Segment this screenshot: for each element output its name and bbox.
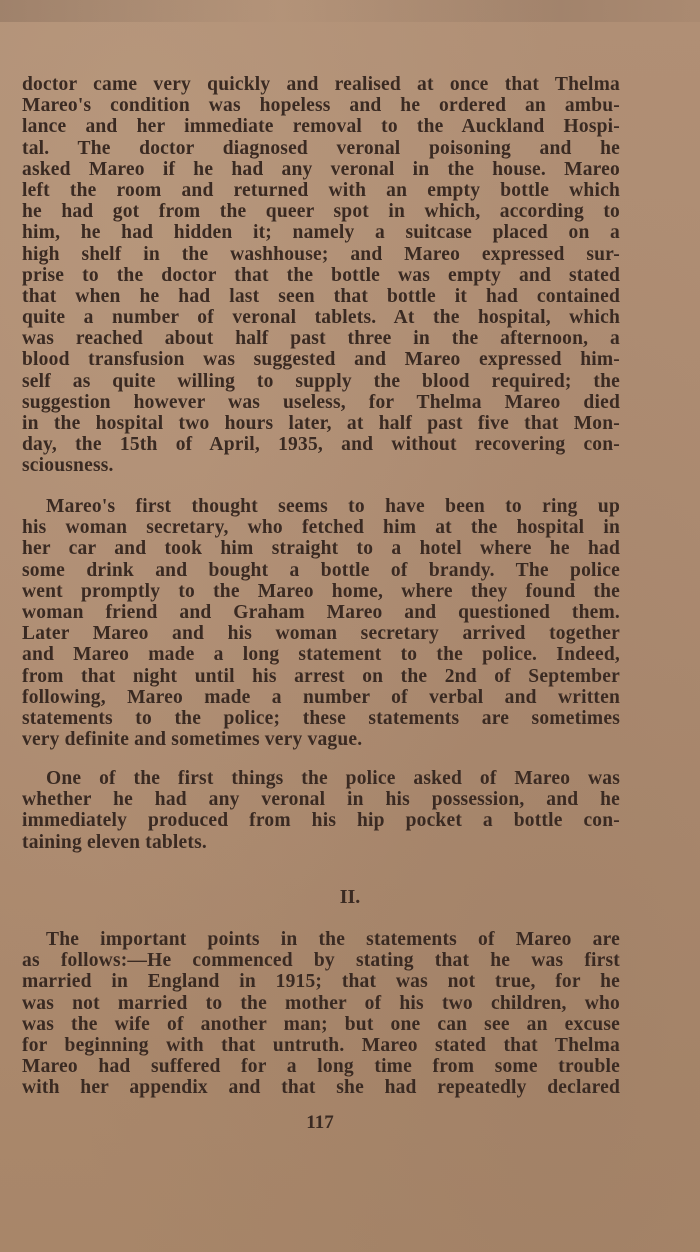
text-line: left the room and returned with an empty bottle which — [22, 179, 620, 201]
text-line: lance and her immediate removal to the Auckland Hospi- — [22, 116, 620, 138]
text-line: The important points in the statements of Mareo are — [46, 929, 620, 950]
text-line: Mareo's condition was hopeless and he ordered an ambu- — [22, 95, 620, 117]
paragraph-3 — [22, 768, 620, 853]
text-line: blood transfusion was suggested and Mareo expressed him- — [22, 349, 620, 371]
text-line: his woman secretary, who fetched him at the hospital in — [22, 517, 620, 539]
text-line: prise to the doctor that the bottle was empty and stated — [22, 264, 620, 286]
text-line: he had got from the queer spot in which, according to — [22, 201, 620, 223]
text-line: was not married to the mother of his two children, who — [22, 992, 620, 1014]
section-heading: II. — [339, 886, 361, 908]
text-line: day, the 15th of April, 1935, and without recovering con- — [22, 434, 620, 456]
text-line: for beginning with that untruth. Mareo stated that Thelma — [22, 1034, 620, 1056]
text-line: following, Mareo made a number of verbal and written — [22, 686, 620, 708]
text-line: very definite and sometimes very vague. — [22, 729, 363, 751]
text-line: was reached about half past three in the afternoon, a — [22, 328, 620, 350]
text-line: whether he had any veronal in his possession, and he — [22, 789, 620, 811]
text-line: went promptly to the Mareo home, where they found the — [22, 580, 620, 602]
paragraph-1 — [22, 74, 620, 477]
text-line: that when he had last seen that bottle it had contained — [22, 285, 620, 307]
text-line: some drink and bought a bottle of brandy. The police — [22, 559, 620, 581]
text-line: statements to the police; these statements are sometimes — [22, 707, 620, 729]
text-line: quite a number of veronal tablets. At the hospital, which — [22, 307, 620, 329]
text-line: high shelf in the washhouse; and Mareo expressed sur- — [22, 243, 620, 265]
text-line: immediately produced from his hip pocket a bottle con- — [22, 810, 620, 832]
text-line: Later Mareo and his woman secretary arrived together — [22, 623, 620, 645]
text-line: tal. The doctor diagnosed veronal poisoning and he — [22, 137, 620, 159]
text-line: Mareo's first thought seems to have been to ring up — [46, 496, 620, 517]
text-line: and Mareo made a long statement to the police. Indeed, — [22, 644, 620, 666]
text-line: was the wife of another man; but one can see an excuse — [22, 1013, 620, 1035]
text-line: taining eleven tablets. — [22, 831, 207, 853]
text-line: Mareo had suffered for a long time from some trouble — [22, 1056, 620, 1078]
text-line: One of the first things the police asked of Mareo was — [46, 768, 620, 789]
page-number: 117 — [306, 1112, 334, 1133]
text-line: self as quite willing to supply the blood required; the — [22, 370, 620, 392]
page-top-stain — [0, 0, 700, 22]
text-line: doctor came very quickly and realised at once that Thelma — [22, 74, 620, 95]
text-line: asked Mareo if he had any veronal in the house. Mareo — [22, 158, 620, 180]
text-line: her car and took him straight to a hotel where he had — [22, 538, 620, 560]
paragraph-2 — [22, 496, 620, 750]
text-line: as follows:—He commenced by stating that he was first — [22, 950, 620, 972]
text-line: with her appendix and that she had repeatedly declared — [22, 1077, 620, 1099]
text-line: married in England in 1915; that was not true, for he — [22, 971, 620, 993]
text-line: suggestion however was useless, for Thelma Mareo died — [22, 391, 620, 413]
text-line: in the hospital two hours later, at half past five that Mon- — [22, 413, 620, 434]
paragraph-4 — [22, 929, 620, 1099]
text-line: from that night until his arrest on the 2nd of September — [22, 665, 620, 687]
text-line: him, he had hidden it; namely a suitcase placed on a — [22, 222, 620, 244]
text-line: sciousness. — [22, 455, 114, 477]
text-line: woman friend and Graham Mareo and questioned them. — [22, 601, 620, 623]
